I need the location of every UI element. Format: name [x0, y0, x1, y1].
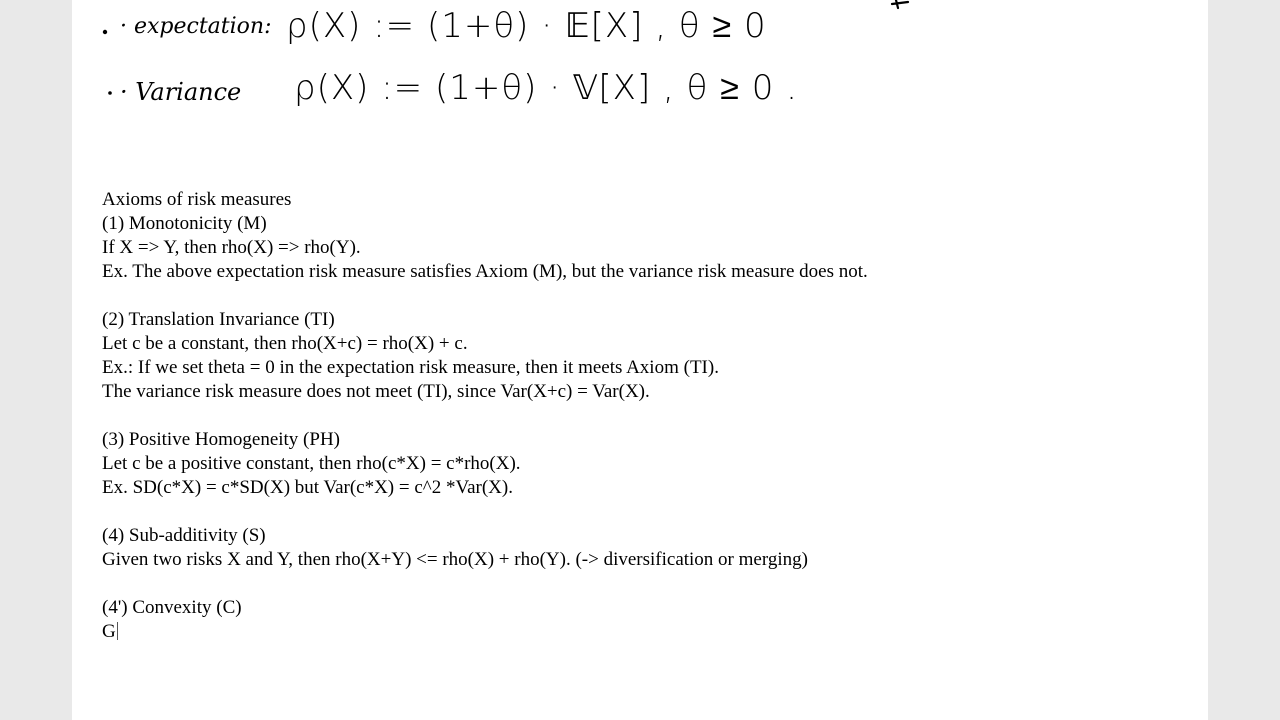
section-text: Ex.: If we set theta = 0 in the expectation risk measure, then it meets Axiom (TI). — [102, 357, 719, 378]
editing-line[interactable] — [102, 620, 1182, 644]
section-heading-translation-invariance: (2) Translation Invariance (TI) — [102, 309, 335, 330]
blank-line — [102, 404, 1182, 428]
section-heading-convexity: (4') Convexity (C) — [102, 597, 242, 618]
variance-label: · Variance — [120, 78, 242, 106]
document-page[interactable] — [72, 0, 1208, 720]
section-text: Given two risks X and Y, then rho(X+Y) <= rho(X) + rho(Y). (-> diversification or merging) — [102, 549, 808, 570]
expectation-formula: ρ(X) := (1+θ) · 𝔼[X] , θ ≥ 0 — [286, 6, 767, 46]
variance-formula: ρ(X) := (1+θ) · 𝕍[X] , θ ≥ 0 . — [294, 68, 798, 108]
section-text: Let c be a positive constant, then rho(c*X) = c*rho(X). — [102, 453, 521, 474]
section-text: Ex. SD(c*X) = c*SD(X) but Var(c*X) = c^2 *Var(X). — [102, 477, 513, 498]
section-text: If X => Y, then rho(X) => rho(Y). — [102, 237, 361, 258]
document-body[interactable] — [102, 188, 1182, 644]
section-heading-sub-additivity: (4) Sub-additivity (S) — [102, 525, 266, 546]
handwritten-notes — [72, 0, 1208, 140]
blank-line — [102, 572, 1182, 596]
section-heading-monotonicity: (1) Monotonicity (M) — [102, 213, 267, 234]
left-gutter — [0, 0, 72, 720]
section-text: G — [102, 621, 116, 642]
section-text: Ex. The above expectation risk measure satisfies Axiom (M), but the variance risk measure does not. — [102, 261, 868, 282]
section-text: The variance risk measure does not meet (TI), since Var(X+c) = Var(X). — [102, 381, 650, 402]
blank-line — [102, 500, 1182, 524]
section-heading-positive-homogeneity: (3) Positive Homogeneity (PH) — [102, 429, 341, 450]
right-gutter — [1208, 0, 1280, 720]
expectation-label: · expectation: — [120, 14, 272, 39]
section-text: Let c be a constant, then rho(X+c) = rho(X) + c. — [102, 333, 468, 354]
text-cursor — [117, 622, 118, 640]
document-title: Axioms of risk measures — [102, 189, 292, 210]
blank-line — [102, 284, 1182, 308]
